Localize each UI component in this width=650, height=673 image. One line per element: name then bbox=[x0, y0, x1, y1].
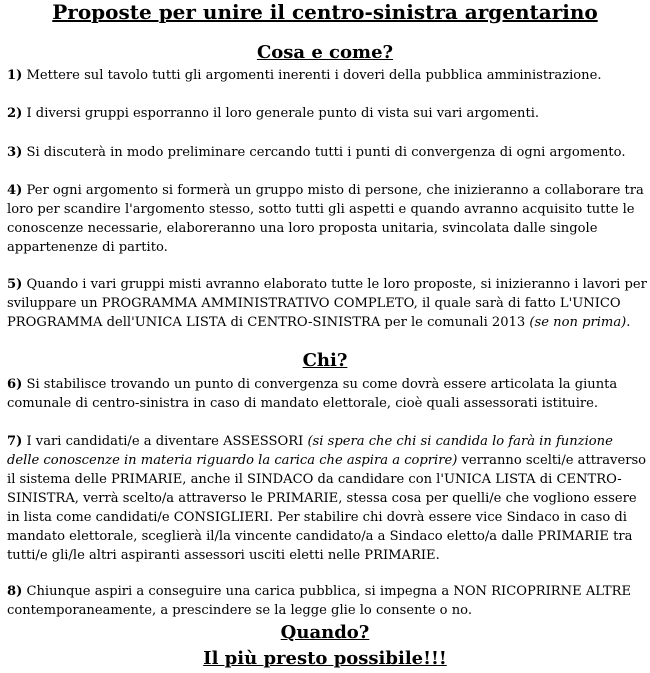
item-tail: verranno scelti/e attraverso il sistema delle PRIMARIE, anche il SINDACO da candidare con l'UNICA LISTA di CENTRO-SINISTRA, verrà scelto/a attraverso le PRIMARIE, stessa cosa per quelli/e che vogliono essere in lista come candidati/e CONSIGLIERI. Per stabilire chi dovrà essere vice Sindaco in caso di mandato elettorale, sceglierà il/la vincente candidato/a a Sindaco eletto/a dalle PRIMARIE tra tutti/e gli/le altri aspiranti assessori usciti eletti nelle PRIMARIE. bbox=[7, 453, 647, 563]
item-text: Chiunque aspiri a conseguire una carica pubblica, si impegna a NON RICOPRIRNE ALTRE contemporaneamente, a prescindere se la legge glie lo consente o no. bbox=[7, 584, 632, 618]
item-6 bbox=[7, 375, 647, 413]
item-8 bbox=[7, 582, 647, 620]
item-italic: (si spera che chi si candida lo farà in funzione delle conoscenze in materia riguardo la carica che aspira a coprire) bbox=[7, 434, 613, 468]
item-text: Si stabilisce trovando un punto di convergenza su come dovrà essere articolata la giunta comunale di centro-sinistra in caso di mandato elettorale, cioè quali assessorati istituire. bbox=[7, 377, 618, 411]
item-number: 2) bbox=[7, 106, 23, 121]
heading-cosa-e-come: Cosa e come? bbox=[256, 42, 394, 63]
item-text: Quando i vari gruppi misti avranno elaborato tutte le loro proposte, si inizieranno i lavori per sviluppare un PROGRAMMA AMMINISTRATIVO COMPLETO, il quale sarà di fatto L'UNICO PROGRAMMA dell'UNICA LISTA di CENTRO-SINISTRA per le comunali 2013 bbox=[7, 277, 647, 330]
item-text: Si discuterà in modo preliminare cercando tutti i punti di convergenza di ogni argomento. bbox=[22, 145, 626, 160]
item-7 bbox=[7, 432, 647, 565]
item-number: 8) bbox=[7, 584, 23, 599]
item-3 bbox=[7, 143, 647, 162]
item-number: 5) bbox=[7, 277, 23, 292]
item-number: 3) bbox=[7, 145, 23, 160]
item-text: I diversi gruppi esporranno il loro generale punto di vista sui vari argomenti. bbox=[22, 106, 540, 121]
item-number: 1) bbox=[7, 68, 23, 83]
closing-line: Il più presto possibile!!! bbox=[203, 648, 447, 669]
item-1 bbox=[7, 66, 647, 85]
heading-quando: Quando? bbox=[280, 622, 370, 643]
item-number: 6) bbox=[7, 377, 23, 392]
heading-chi: Chi? bbox=[302, 350, 348, 371]
item-text: Mettere sul tavolo tutti gli argomenti inerenti i doveri della pubblica amministrazione. bbox=[22, 68, 602, 83]
item-text: I vari candidati/e a diventare ASSESSORI bbox=[22, 434, 308, 449]
item-italic: (se non prima) bbox=[529, 315, 627, 330]
item-number: 4) bbox=[7, 183, 23, 198]
page-title: Proposte per unire il centro-sinistra argentarino bbox=[52, 0, 598, 24]
item-text: Per ogni argomento si formerà un gruppo misto di persone, che inizieranno a collaborare tra loro per scandire l'argomento stesso, sotto tutti gli aspetti e quando avranno acquisito tutte le conoscenze necessarie, elaboreranno una loro proposta unitaria, svincolata dalle singole appartenenze di partito. bbox=[7, 183, 644, 255]
item-4 bbox=[7, 181, 647, 257]
item-2 bbox=[7, 104, 647, 123]
item-5 bbox=[7, 275, 647, 332]
item-tail: . bbox=[626, 315, 631, 330]
item-number: 7) bbox=[7, 434, 23, 449]
